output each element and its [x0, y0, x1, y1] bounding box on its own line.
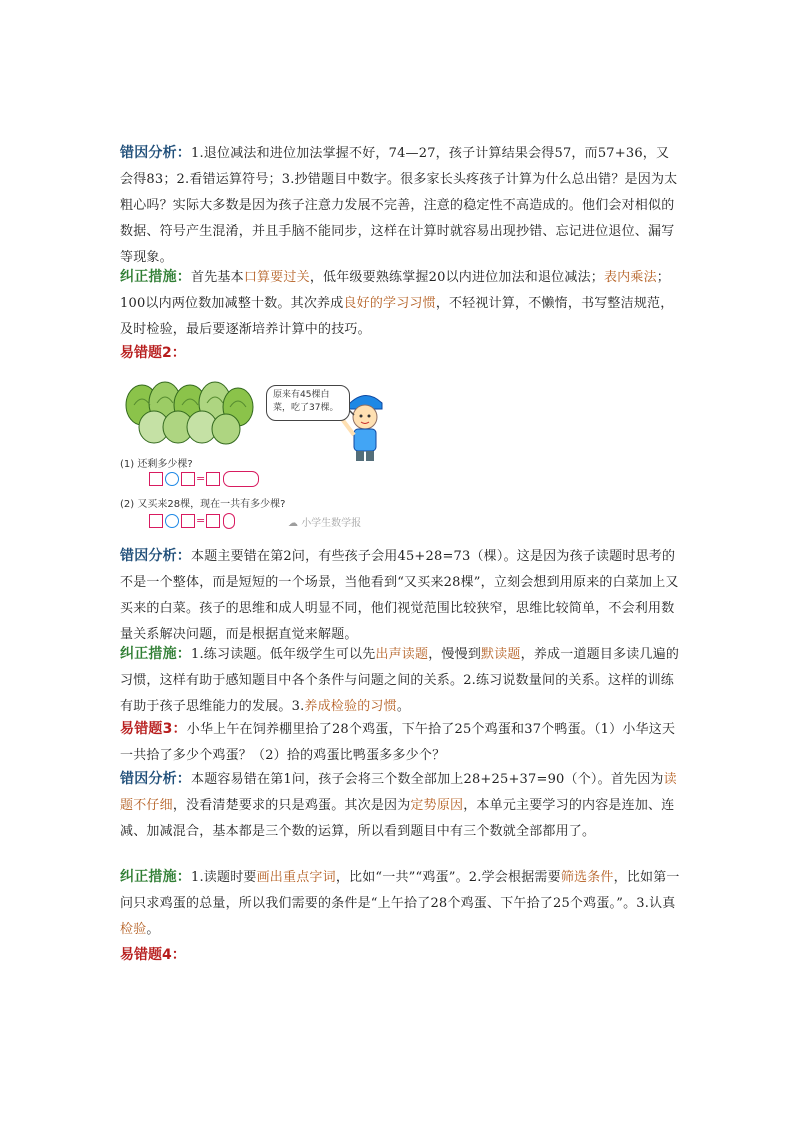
section3-problem — [120, 716, 680, 769]
analysis-label: 错因分析： — [120, 771, 191, 787]
question-2: (2) 又买来28棵，现在一共有多少棵? — [120, 499, 286, 510]
problem-3-text: 小华上午在饲养棚里拾了28个鸡蛋，下午拾了25个鸡蛋和37个鸭蛋。（1）小华这天一共拾了多少个鸡蛋？（2）拾的鸡蛋比鸭蛋多多少个？ — [120, 722, 676, 763]
highlight-text: 表内乘法 — [603, 270, 657, 285]
blank-box — [206, 472, 220, 486]
correction-text: 。 — [396, 699, 411, 714]
equation-blank-1 — [148, 471, 259, 487]
highlight-text: 筛选条件 — [560, 870, 614, 885]
unit-paren — [223, 513, 235, 529]
highlight-text: 养成检验的习惯 — [304, 699, 397, 714]
analysis-label: 错因分析： — [120, 548, 191, 564]
highlight-text: 默读题 — [481, 647, 521, 662]
correction-text: ，慢慢到 — [428, 647, 482, 662]
unit-paren — [223, 471, 259, 487]
correction-label: 纠正措施： — [120, 646, 191, 662]
correction-text: 。 — [146, 922, 160, 937]
analysis-text: ，没看清楚要求的只是鸡蛋。其次是因为 — [172, 798, 411, 813]
highlight-text: 读题不仔细 — [120, 772, 677, 813]
correction-label: 纠正措施： — [120, 869, 191, 885]
section2-analysis — [120, 543, 680, 648]
speech-bubble-text: 原来有45棵白菜，吃了37棵。 — [273, 390, 339, 413]
speech-bubble — [266, 385, 350, 421]
problem-3-label: 易错题3： — [120, 721, 187, 737]
highlight-text: 出声读题 — [375, 647, 429, 662]
blank-box — [149, 472, 163, 486]
correction-label: 纠正措施： — [120, 269, 191, 285]
correction-text: ，养成一道题目多读几遍的习惯，这样有助于感知题目中各个条件与问题之间的关系。2.练习说数量间的关系。这样的训练有助于孩子思维能力的发展。3. — [120, 647, 680, 714]
correction-text: 1.读题时要 — [191, 870, 257, 885]
operator-circle — [165, 514, 179, 528]
operator-circle — [165, 472, 179, 486]
correction-text: 首先基本 — [191, 270, 244, 285]
heading-problem-2: 易错题2： — [120, 345, 186, 361]
equals-sign: = — [196, 472, 206, 485]
question-1: (1) 还剩多少棵? — [120, 459, 193, 470]
cabbage-icon — [126, 382, 253, 444]
analysis-label: 错因分析： — [120, 145, 191, 161]
section3-correction — [120, 864, 680, 943]
analysis-text: ，本单元主要学习的内容是连加、连减、加减混合，基本都是三个数的运算，所以看到题目中有三个数就全部都用了。 — [120, 798, 675, 839]
correction-text: ；100以内两位数加减整十数。其次养成 — [120, 270, 670, 311]
correction-text: ，比如“一共”“鸡蛋”。2.学会根据需要 — [335, 870, 561, 885]
blank-box — [181, 514, 195, 528]
equation-blank-2 — [148, 513, 235, 529]
blank-box — [206, 514, 220, 528]
equals-sign: = — [196, 514, 206, 527]
watermark: ☁ 小学生数学报 — [288, 518, 362, 529]
analysis-text: 本题主要错在第2问，有些孩子会用45+28=73（棵）。这是因为孩子读题时思考的不是一个整体，而是短短的一个场景，当他看到“又买来28棵”，立刻会想到用原来的白菜加上又买来的白菜。孩子的思维和成人明显不同，他们视觉范围比较狭窄，思维比较简单，不会利用数量关系解决问题，而是根据直觉来解题。 — [120, 549, 679, 642]
highlight-text: 良好的学习习惯 — [343, 296, 436, 311]
correction-text: ，不轻视计算，不懒惰，书写整洁规范，及时检验，最后要逐渐培养计算中的技巧。 — [120, 296, 674, 337]
highlight-text: 检验 — [120, 922, 147, 937]
problem-illustration — [120, 375, 390, 535]
section2-correction — [120, 641, 680, 720]
analysis-text: 本题容易错在第1问，孩子会将三个数全部加上28+25+37=90（个）。首先因为 — [191, 772, 664, 787]
highlight-text: 口算要过关 — [243, 270, 310, 285]
highlight-text: 画出重点字词 — [256, 870, 336, 885]
section3-analysis — [120, 766, 680, 845]
blank-box — [181, 472, 195, 486]
section1-analysis — [120, 140, 680, 271]
correction-text: 1.练习读题。低年级学生可以先 — [191, 647, 376, 662]
heading-problem-4: 易错题4： — [120, 947, 186, 963]
correction-text: ，低年级要熟练掌握20以内进位加法和退位减法； — [309, 270, 604, 285]
watermark-text: 小学生数学报 — [301, 518, 362, 529]
blank-box — [149, 514, 163, 528]
analysis-text: 1.退位减法和进位加法掌握不好，74—27，孩子计算结果会得57，而57+36，又会得83；2.看错运算符号；3.抄错题目中数字。很多家长头疼孩子计算为什么总出错？是因为太粗心吗？实际大多数是因为孩子注意力发展不完善，注意的稳定性不高造成的。他们会对相似的数据、符号产生混淆，并且手脑不能同步，这样在计算时就容易出现抄错、忘记进位退位、漏写等现象。 — [120, 146, 678, 265]
section1-correction — [120, 264, 680, 343]
correction-text: ，比如第一问只求鸡蛋的总量，所以我们需要的条件是“上午拾了28个鸡蛋、下午拾了25个鸡蛋。”。3.认真 — [120, 870, 680, 911]
highlight-text: 定势原因 — [410, 798, 464, 813]
